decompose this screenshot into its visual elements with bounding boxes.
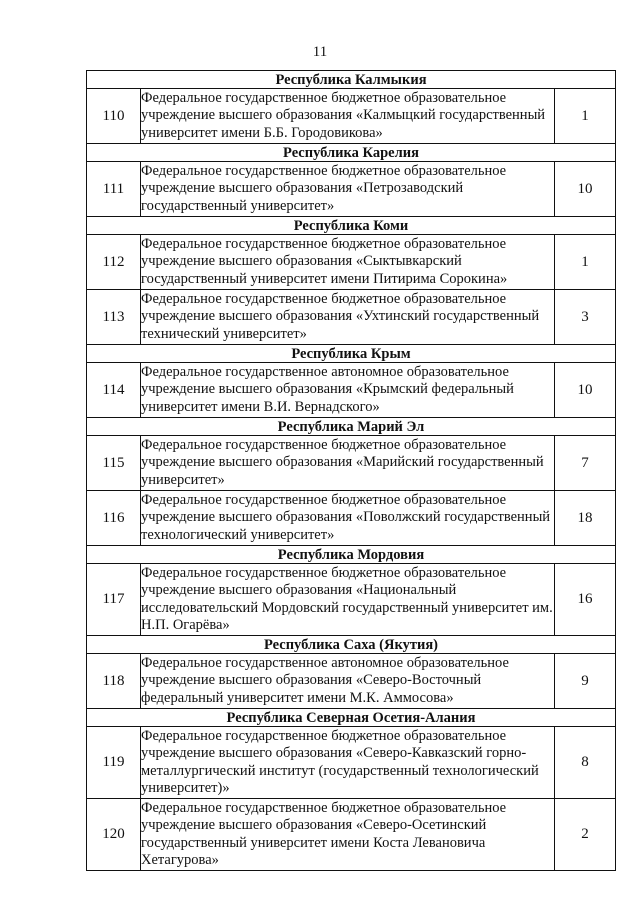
table-row [87,290,616,345]
quota-value: 2 [555,799,616,871]
region-row [87,546,616,564]
row-number: 116 [87,491,141,546]
institution-name: Федеральное государственное бюджетное образовательное учреждение высшего образования «Ухтинский государственный технический университет» [141,290,555,345]
institution-name: Федеральное государственное бюджетное образовательное учреждение высшего образования «Калмыцкий государственный университет имени Б.Б. Городовикова» [141,89,555,144]
quota-value: 10 [555,162,616,217]
table-row [87,564,616,636]
quota-value: 1 [555,89,616,144]
table-row [87,491,616,546]
region-heading: Республика Коми [87,217,616,235]
institution-name: Федеральное государственное бюджетное образовательное учреждение высшего образования «Петрозаводский государственный университет» [141,162,555,217]
quota-value: 8 [555,727,616,799]
page-number: 11 [312,44,328,60]
quota-value: 3 [555,290,616,345]
quota-value: 1 [555,235,616,290]
institution-name: Федеральное государственное автономное образовательное учреждение высшего образования «Северо-Восточный федеральный университет имени М.К. Аммосова» [141,654,555,709]
table-row [87,799,616,871]
row-number: 114 [87,363,141,418]
region-heading: Республика Мордовия [87,546,616,564]
region-heading: Республика Марий Эл [87,418,616,436]
region-heading: Республика Карелия [87,144,616,162]
region-row [87,345,616,363]
row-number: 111 [87,162,141,217]
institution-name: Федеральное государственное бюджетное образовательное учреждение высшего образования «Северо-Кавказский горно-металлургический институт (государственный технологический университет)» [141,727,555,799]
row-number: 115 [87,436,141,491]
table-row [87,162,616,217]
row-number: 117 [87,564,141,636]
region-row [87,709,616,727]
institution-name: Федеральное государственное автономное образовательное учреждение высшего образования «Крымский федеральный университет имени В.И. Вернадского» [141,363,555,418]
row-number: 110 [87,89,141,144]
region-row [87,636,616,654]
institutions-table [86,70,616,871]
table-row [87,363,616,418]
row-number: 113 [87,290,141,345]
table-row [87,727,616,799]
quota-value: 18 [555,491,616,546]
quota-value: 9 [555,654,616,709]
row-number: 120 [87,799,141,871]
institution-name: Федеральное государственное бюджетное образовательное учреждение высшего образования «Поволжский государственный технологический университет» [141,491,555,546]
table-row [87,436,616,491]
institution-name: Федеральное государственное бюджетное образовательное учреждение высшего образования «Северо-Осетинский государственный университет имени Коста Левановича Хетагурова» [141,799,555,871]
row-number: 112 [87,235,141,290]
quota-value: 10 [555,363,616,418]
region-heading: Республика Саха (Якутия) [87,636,616,654]
region-heading: Республика Северная Осетия-Алания [87,709,616,727]
table-row [87,89,616,144]
quota-value: 7 [555,436,616,491]
row-number: 119 [87,727,141,799]
region-heading: Республика Калмыкия [87,71,616,89]
region-row [87,217,616,235]
quota-value: 16 [555,564,616,636]
region-heading: Республика Крым [87,345,616,363]
row-number: 118 [87,654,141,709]
region-row [87,144,616,162]
institution-name: Федеральное государственное бюджетное образовательное учреждение высшего образования «Сыктывкарский государственный университет имени Питирима Сорокина» [141,235,555,290]
institution-name: Федеральное государственное бюджетное образовательное учреждение высшего образования «Марийский государственный университет» [141,436,555,491]
region-row [87,418,616,436]
institution-name: Федеральное государственное бюджетное образовательное учреждение высшего образования «Национальный исследовательский Мордовский государственный университет им. Н.П. Огарёва» [141,564,555,636]
region-row [87,71,616,89]
table-row [87,235,616,290]
table-row [87,654,616,709]
